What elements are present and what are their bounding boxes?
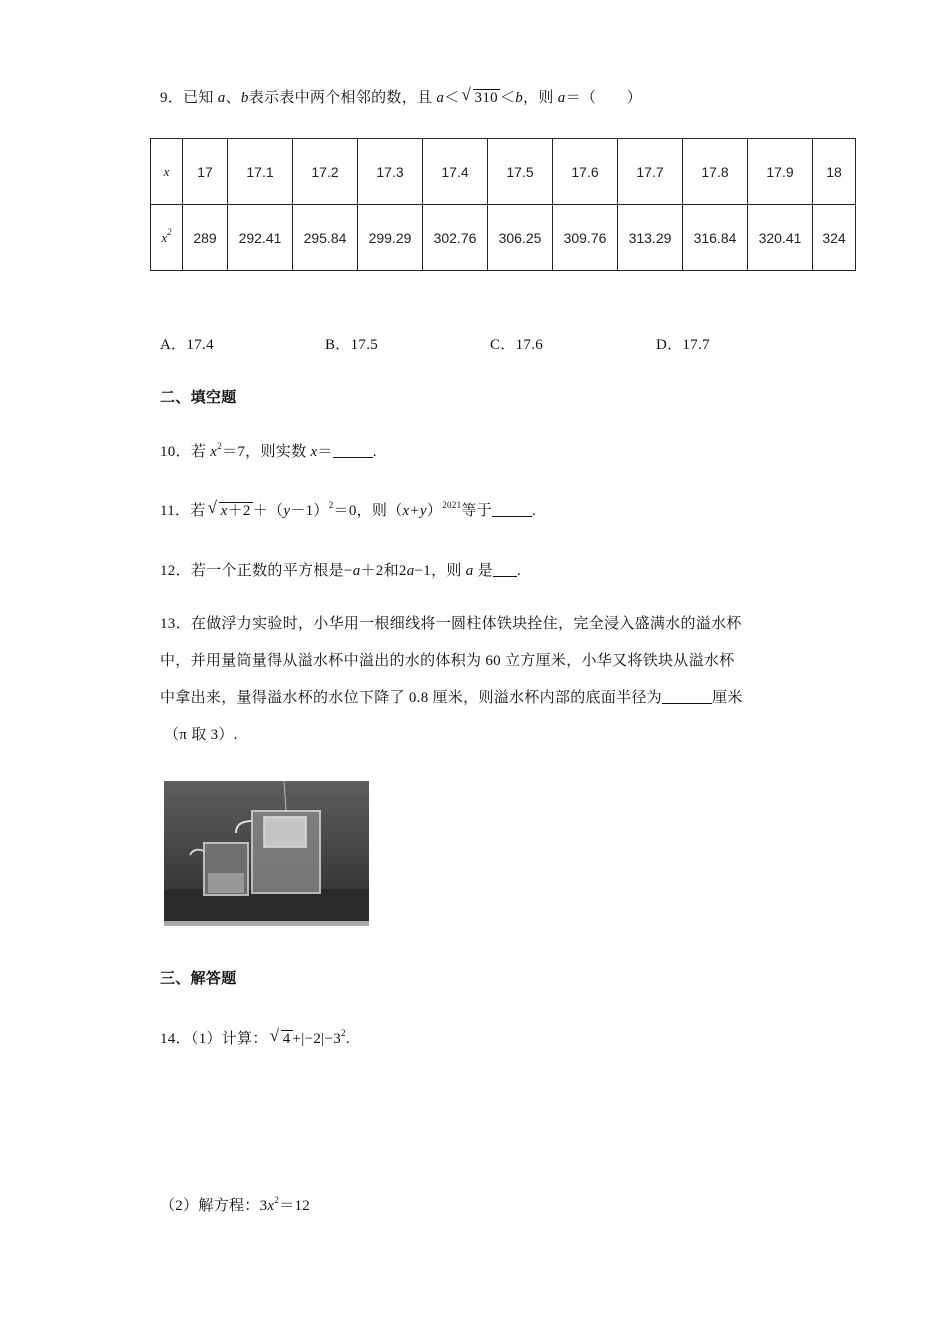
square-table xyxy=(150,138,856,271)
row-label-x2: $x^2$ xyxy=(151,205,183,271)
table-cell: 324 xyxy=(813,205,856,271)
answer-blank xyxy=(492,502,532,517)
overflow-cup-photo xyxy=(164,781,369,926)
q13-line-1: 13．在做浮力实验时，小华用一根细线将一圆柱体铁块拴住，完全浸入盛满水的溢水杯 xyxy=(160,616,742,632)
q13-line-2: 中，并用量筒量得从溢水杯中溢出的水的体积为 60 立方厘米，小华又将铁块从溢水杯 xyxy=(160,653,735,669)
answer-blank xyxy=(333,443,373,458)
option-d: D．17.7 xyxy=(656,337,710,353)
table-cell: 306.25 xyxy=(488,205,553,271)
sqrt-x-plus-2: √ x＋2 xyxy=(207,498,251,519)
table-cell: 17.2 xyxy=(293,139,358,205)
table-cell: 295.84 xyxy=(293,205,358,271)
sqrt-310: √ 310 xyxy=(461,85,498,106)
section-heading-solve: 三、解答题 xyxy=(160,971,237,987)
table-row-x xyxy=(151,139,856,205)
q13-line-3: 中拿出来，量得溢水杯的水位下降了 0.8 厘米，则溢水杯内部的底面半径为 厘米 xyxy=(160,690,743,706)
row-label-x: x xyxy=(151,139,183,205)
option-c: C．17.6 xyxy=(490,337,544,353)
table-cell: 313.29 xyxy=(618,205,683,271)
option-a: A．17.4 xyxy=(160,337,214,353)
table-row-x2 xyxy=(151,205,856,271)
table-cell: 17.6 xyxy=(553,139,618,205)
answer-blank xyxy=(662,689,712,704)
table-cell: 17 xyxy=(183,139,228,205)
table-cell: 320.41 xyxy=(748,205,813,271)
table-cell: 17.5 xyxy=(488,139,553,205)
table-cell: 17.1 xyxy=(228,139,293,205)
q12-stem: 12．若一个正数的平方根是−a＋2和2a−1，则 a 是 . xyxy=(160,563,522,579)
table-cell: 299.29 xyxy=(358,205,423,271)
table-cell: 17.3 xyxy=(358,139,423,205)
q14-part-1: 14．（1）计算： √ $4 +|-2|-3^2$. xyxy=(160,1026,350,1047)
table-cell: 292.41 xyxy=(228,205,293,271)
table-cell: 17.8 xyxy=(683,139,748,205)
table-cell: 289 xyxy=(183,205,228,271)
table-cell: 17.4 xyxy=(423,139,488,205)
table-cell: 17.9 xyxy=(748,139,813,205)
answer-blank xyxy=(493,562,517,577)
q9-stem: 9．已知 a、b表示表中两个相邻的数，且 a＜ √ 310 ＜b，则 a＝（ ） xyxy=(160,85,643,106)
q14-part-2: （2）解方程：$3x^2=12$ xyxy=(160,1195,311,1214)
sqrt-4: √ 4 xyxy=(269,1026,291,1047)
overflow-cup-illustration xyxy=(164,781,369,926)
option-b: B．17.5 xyxy=(325,337,379,353)
section-heading-fill-in: 二、填空题 xyxy=(160,390,237,406)
table-cell: 17.7 xyxy=(618,139,683,205)
table-cell: 316.84 xyxy=(683,205,748,271)
q10-stem: 10．若 $x^2=7$，则实数 x＝ . xyxy=(160,441,377,460)
table-cell: 309.76 xyxy=(553,205,618,271)
table-cell: 18 xyxy=(813,139,856,205)
q13-line-4: （π 取 3）. xyxy=(164,727,238,743)
table-cell: 302.76 xyxy=(423,205,488,271)
q9-number: 9． xyxy=(160,90,184,106)
q11-stem: 11．若 √ $x+2 +(y-1)^2=0$，则$(x+y)^{2021}$等于 . xyxy=(160,498,537,519)
